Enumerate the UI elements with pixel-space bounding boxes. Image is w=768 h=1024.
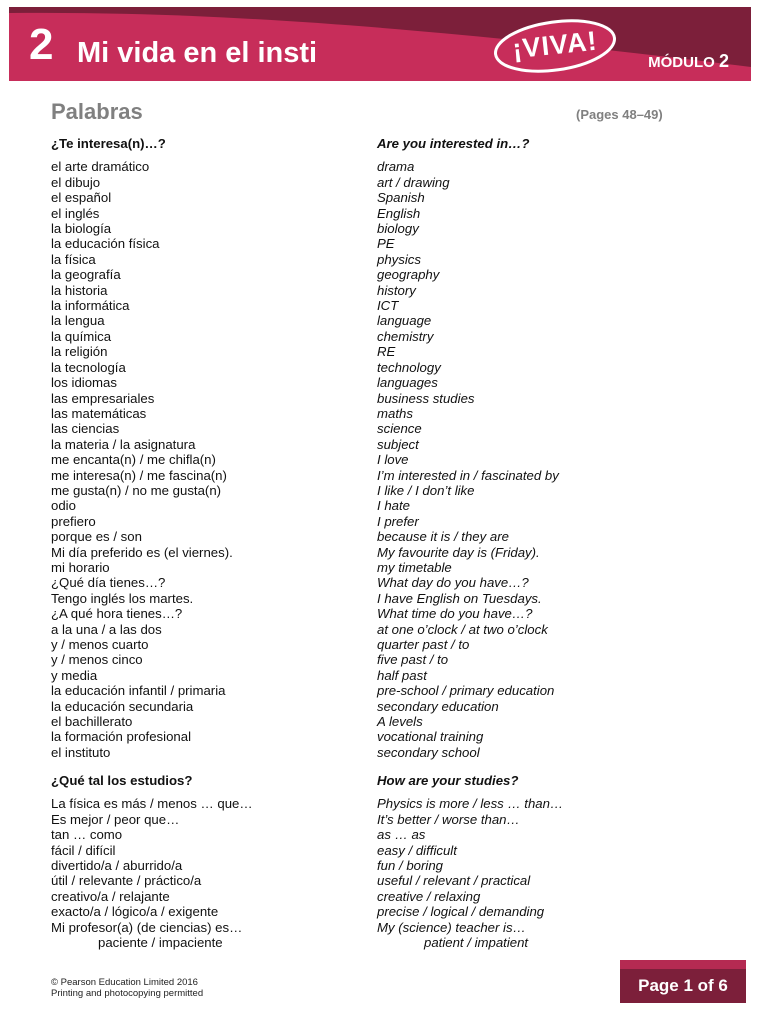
list-item: art / drawing bbox=[377, 174, 450, 190]
list-item: fácil / difícil bbox=[51, 842, 116, 858]
list-item: y / menos cuarto bbox=[51, 637, 149, 652]
list-item: What day do you have…? bbox=[377, 575, 529, 591]
list-item: creativo/a / relajante bbox=[51, 888, 170, 904]
list-item: las ciencias bbox=[51, 421, 120, 437]
list-item: useful / relevant / practical bbox=[377, 873, 531, 889]
logo-text: ¡VIVA! bbox=[511, 25, 599, 65]
module-label-number: 2 bbox=[718, 51, 729, 71]
list-item: el instituto bbox=[51, 744, 111, 760]
list-item: pre-school / primary education bbox=[377, 683, 555, 699]
page-indicator-stripe bbox=[620, 960, 746, 969]
list-item: la educación infantil / primaria bbox=[51, 683, 226, 699]
block2-spanish-list bbox=[51, 796, 253, 950]
list-item: prefiero bbox=[51, 513, 96, 529]
list-item: la materia / la asignatura bbox=[51, 436, 196, 452]
list-item: el inglés bbox=[51, 205, 100, 221]
list-item: I have English on Tuesdays. bbox=[377, 590, 542, 606]
list-item: Mi día preferido es (el viernes). bbox=[51, 544, 233, 560]
list-item: la lengua bbox=[51, 313, 105, 329]
list-item: la geografía bbox=[51, 267, 121, 283]
list-item: odio bbox=[51, 498, 76, 514]
list-item: English bbox=[377, 205, 421, 221]
block2-english-list bbox=[377, 796, 563, 950]
list-item: chemistry bbox=[377, 328, 434, 344]
list-item: I’m interested in / fascinated by bbox=[377, 467, 559, 483]
list-item: half past bbox=[377, 667, 427, 683]
list-item: las empresariales bbox=[51, 390, 155, 406]
list-item: subject bbox=[377, 436, 419, 452]
list-item: la informática bbox=[51, 298, 130, 314]
header-banner bbox=[9, 7, 751, 81]
list-item: languages bbox=[377, 375, 438, 391]
list-item: vocational training bbox=[377, 729, 484, 745]
page-number: Page 1 of 6 bbox=[638, 976, 728, 995]
list-item: PE bbox=[377, 236, 395, 252]
block1-english-heading: Are you interested in…? bbox=[377, 136, 530, 151]
list-item: secondary school bbox=[377, 744, 480, 760]
list-item: Tengo inglés los martes. bbox=[51, 590, 194, 606]
list-item: fun / boring bbox=[377, 858, 443, 874]
list-item: A levels bbox=[377, 714, 423, 730]
list-item: exacto/a / lógico/a / exigente bbox=[51, 904, 219, 920]
list-item: ¿Qué día tienes…? bbox=[51, 575, 166, 591]
list-item: divertido/a / aburrido/a bbox=[51, 858, 183, 874]
list-item: la educación física bbox=[51, 236, 160, 252]
list-item: la física bbox=[51, 251, 96, 267]
list-item: tan … como bbox=[51, 827, 123, 843]
list-item: quarter past / to bbox=[377, 637, 470, 652]
copyright-text: © Pearson Education Limited 2016 bbox=[51, 977, 198, 988]
list-item: five past / to bbox=[377, 652, 449, 668]
section-title: Palabras bbox=[51, 99, 143, 124]
module-number: 2 bbox=[29, 20, 54, 69]
list-item: What time do you have…? bbox=[377, 606, 533, 622]
permission-text: Printing and photocopying permitted bbox=[51, 988, 204, 999]
list-item: physics bbox=[377, 251, 421, 267]
list-item: me encanta(n) / me chifla(n) bbox=[51, 452, 216, 468]
list-item: My favourite day is (Friday). bbox=[377, 544, 540, 560]
block1-spanish-heading: ¿Te interesa(n)…? bbox=[51, 136, 166, 151]
list-item: ¿A qué hora tienes…? bbox=[51, 606, 183, 622]
list-item: biology bbox=[377, 221, 419, 237]
list-item: I love bbox=[377, 452, 409, 468]
block2-english-column bbox=[377, 773, 563, 950]
list-item: ICT bbox=[377, 298, 399, 314]
list-item: history bbox=[377, 282, 416, 298]
list-item: y / menos cinco bbox=[51, 652, 143, 668]
list-item: el arte dramático bbox=[51, 159, 150, 175]
list-item: la tecnología bbox=[51, 359, 126, 375]
list-item: precise / logical / demanding bbox=[377, 904, 545, 920]
list-item: science bbox=[377, 421, 422, 437]
list-item: la educación secundaria bbox=[51, 698, 194, 714]
list-item: creative / relaxing bbox=[377, 888, 481, 904]
list-item: I hate bbox=[377, 498, 410, 514]
block1-spanish-column bbox=[51, 136, 233, 760]
list-item: útil / relevante / práctico/a bbox=[51, 873, 202, 889]
list-item: at one o’clock / at two o’clock bbox=[377, 621, 548, 637]
list-item: la biología bbox=[51, 221, 112, 237]
list-item: la química bbox=[51, 328, 112, 344]
page-indicator bbox=[620, 960, 746, 1003]
page-reference: (Pages 48–49) bbox=[576, 107, 663, 122]
list-item: technology bbox=[377, 359, 441, 375]
list-item: RE bbox=[377, 344, 396, 360]
list-item: me gusta(n) / no me gusta(n) bbox=[51, 482, 222, 498]
list-item: la historia bbox=[51, 282, 108, 298]
list-item: maths bbox=[377, 405, 413, 421]
list-item: mi horario bbox=[51, 559, 110, 575]
module-label-text: MÓDULO bbox=[648, 54, 715, 71]
list-item: me interesa(n) / me fascina(n) bbox=[51, 467, 227, 483]
list-item: la formación profesional bbox=[51, 729, 192, 745]
list-item: drama bbox=[377, 159, 415, 175]
module-label bbox=[648, 51, 729, 72]
list-item: I like / I don’t like bbox=[377, 482, 475, 498]
footer bbox=[51, 977, 203, 999]
list-item: el español bbox=[51, 190, 112, 206]
list-item: geography bbox=[377, 267, 440, 283]
list-item: easy / difficult bbox=[377, 842, 457, 858]
list-item: because it is / they are bbox=[377, 529, 509, 545]
list-item: Physics is more / less … than… bbox=[377, 796, 564, 812]
list-item: Es mejor / peor que… bbox=[51, 811, 180, 827]
list-item: Spanish bbox=[377, 190, 425, 206]
list-item: as … as bbox=[377, 827, 426, 843]
list-item: porque es / son bbox=[51, 529, 142, 545]
list-item: y media bbox=[51, 667, 98, 683]
block1-english-column bbox=[377, 136, 559, 760]
list-item: my timetable bbox=[377, 559, 452, 575]
list-item: I prefer bbox=[377, 513, 419, 529]
list-item: paciente / impaciente bbox=[98, 935, 223, 951]
list-item: My (science) teacher is… bbox=[377, 919, 526, 935]
list-item: business studies bbox=[377, 390, 475, 406]
block1-english-list bbox=[377, 159, 559, 760]
list-item: la religión bbox=[51, 344, 108, 360]
list-item: el dibujo bbox=[51, 174, 101, 190]
list-item: La física es más / menos … que… bbox=[51, 796, 253, 812]
list-item: It’s better / worse than… bbox=[377, 811, 520, 827]
list-item: Mi profesor(a) (de ciencias) es… bbox=[51, 919, 243, 935]
list-item: a la una / a las dos bbox=[51, 621, 162, 637]
module-title: Mi vida en el insti bbox=[77, 37, 318, 69]
list-item: secondary education bbox=[377, 698, 499, 714]
list-item: language bbox=[377, 313, 432, 329]
list-item: patient / impatient bbox=[424, 935, 529, 951]
block2-spanish-column bbox=[51, 773, 253, 950]
list-item: el bachillerato bbox=[51, 714, 133, 730]
viva-logo bbox=[492, 18, 618, 74]
list-item: las matemáticas bbox=[51, 405, 147, 421]
block1-spanish-list bbox=[51, 159, 233, 760]
block2-english-heading: How are your studies? bbox=[377, 773, 519, 788]
block2-spanish-heading: ¿Qué tal los estudios? bbox=[51, 773, 193, 788]
list-item: los idiomas bbox=[51, 375, 117, 391]
